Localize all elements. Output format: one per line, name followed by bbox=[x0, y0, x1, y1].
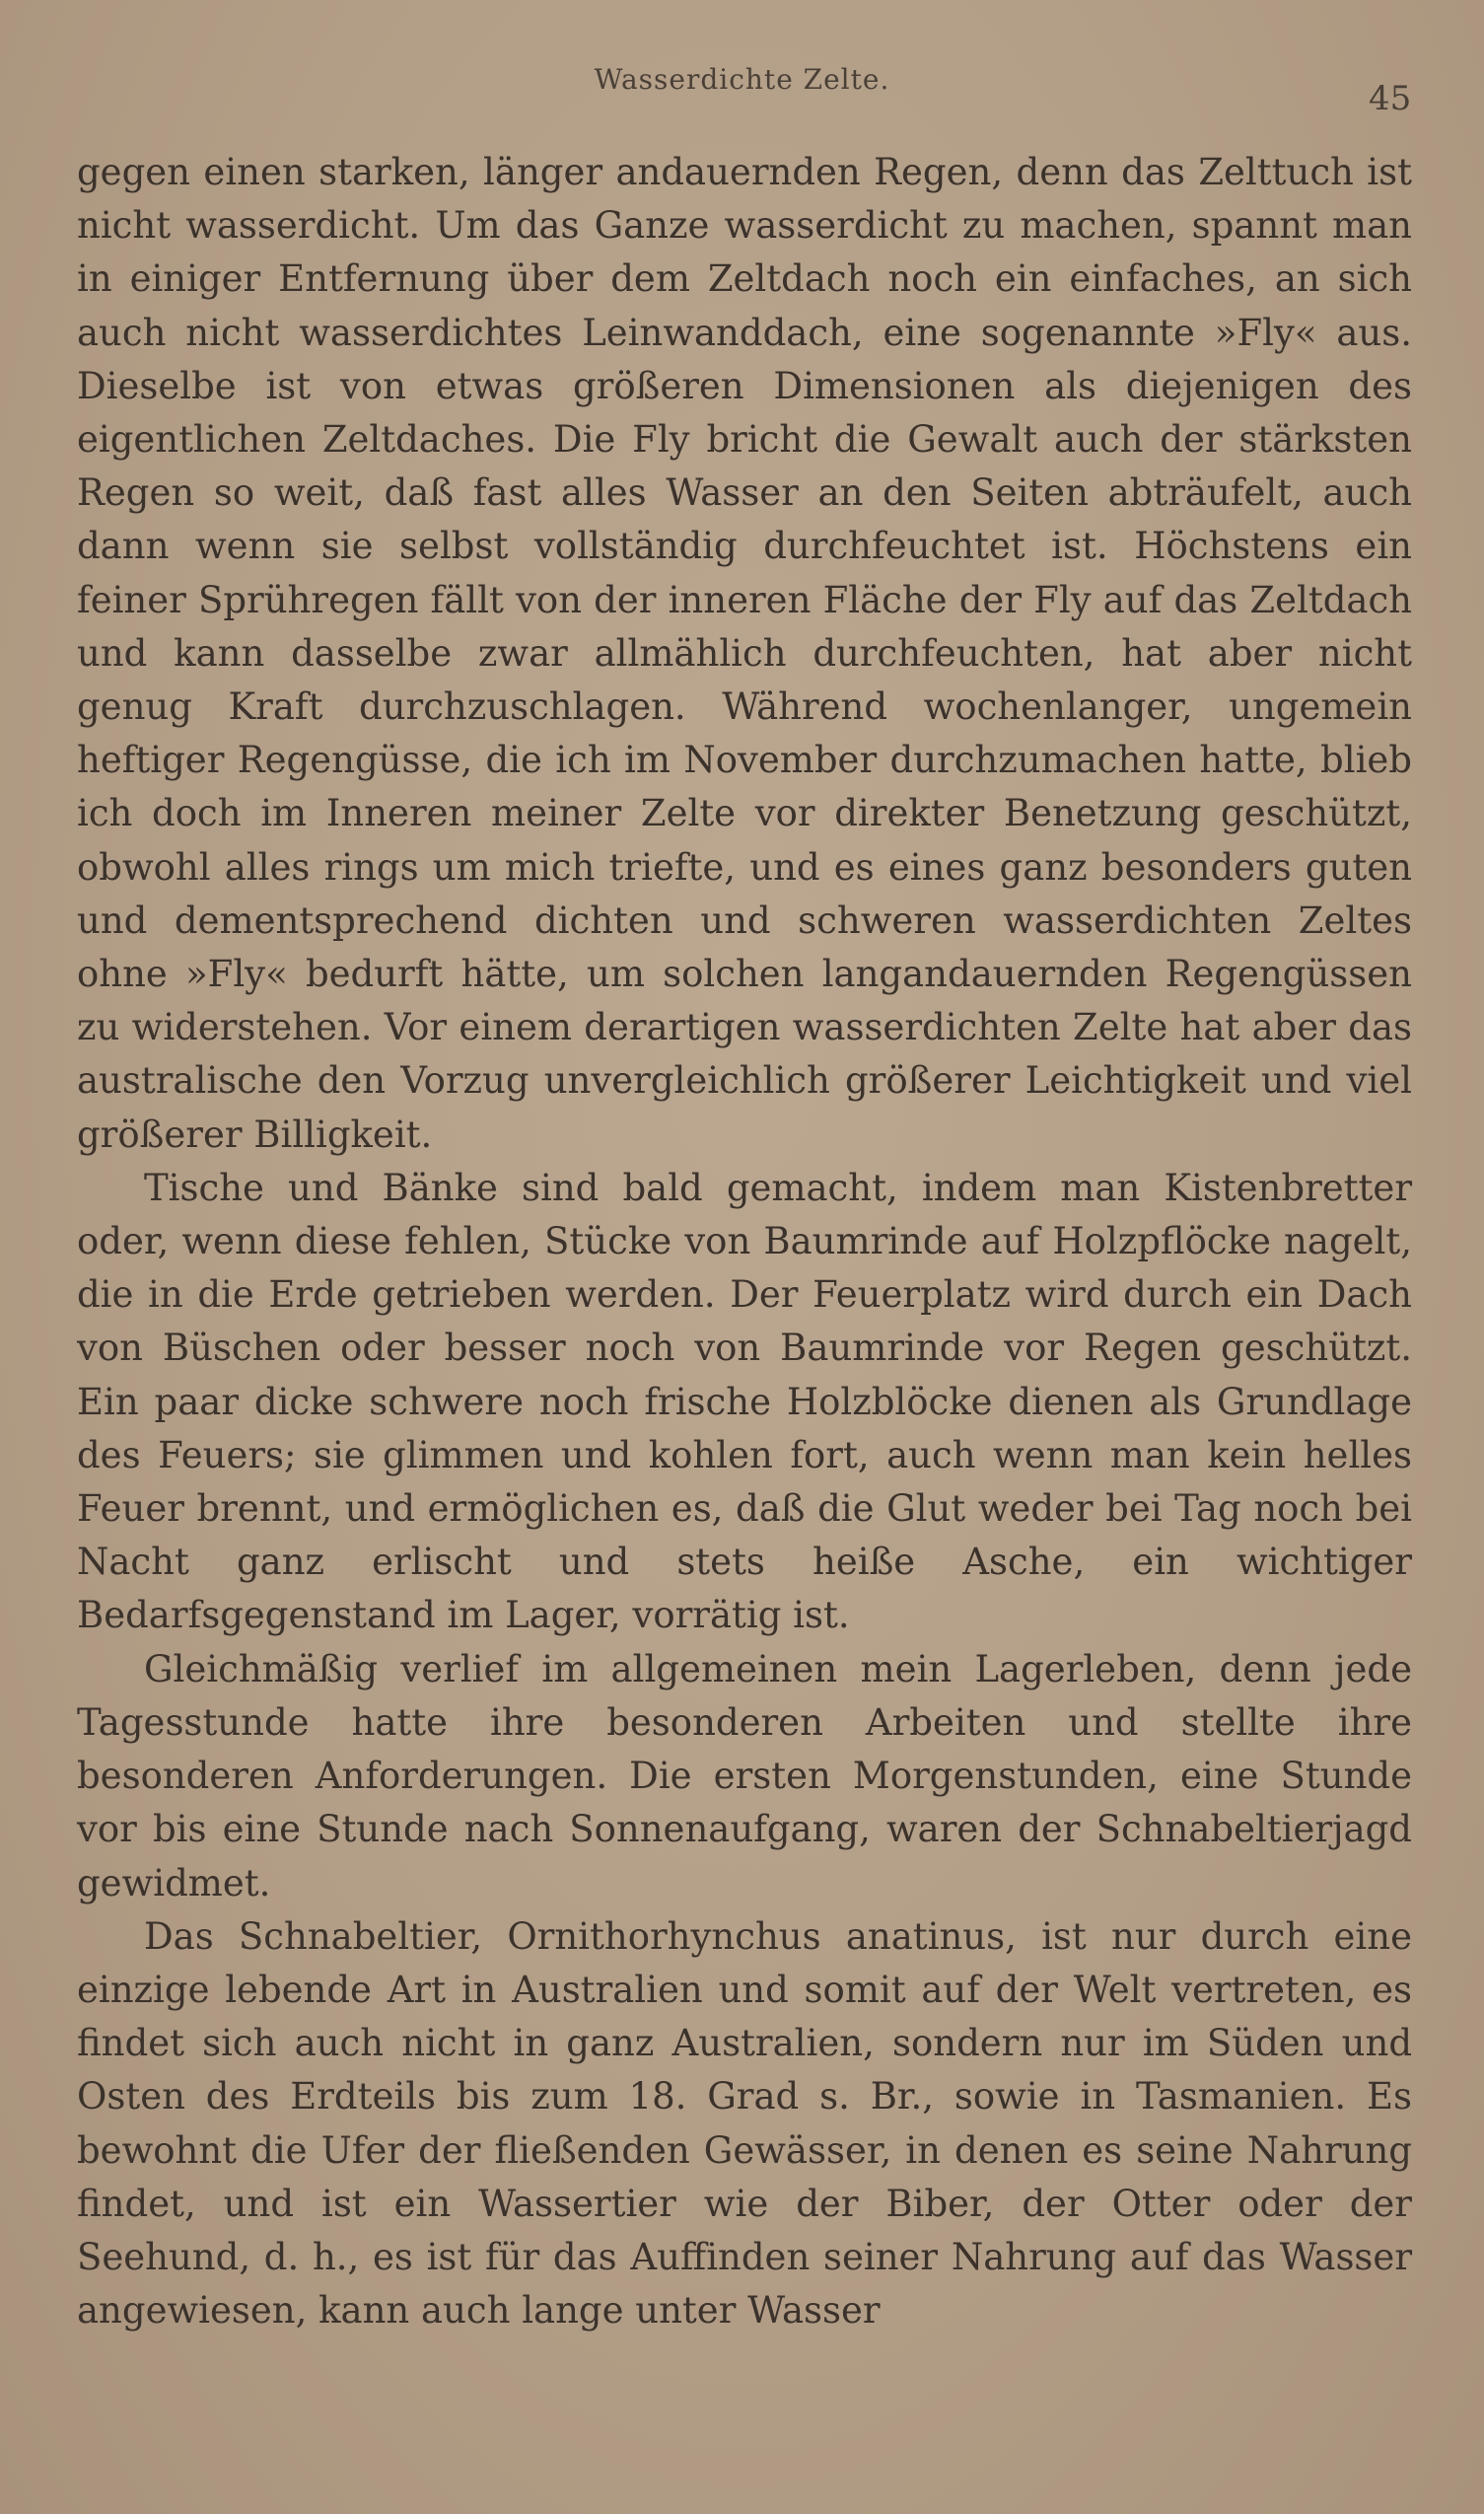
running-title: Wasserdichte Zelte. bbox=[594, 63, 890, 96]
paragraph-4: Das Schnabeltier, Ornithorhynchus anatinus, ist nur durch eine einzige lebende Art in Australien und somit auf der Welt vertreten, es findet sich auch nicht in ganz Australien, sondern nur im Süden und Osten des Erdteils bis zum 18. Grad s. Br., sowie in Tasmanien. Es bewohnt die Ufer der fließenden Gewässer, in denen es seine Nahrung findet, und ist ein Wassertier wie der Biber, der Otter oder der Seehund, d. h., es ist für das Auffinden seiner Nahrung auf das Wasser angewiesen, kann auch lange unter Wasser bbox=[77, 1914, 1412, 2333]
paragraph-3: Gleichmäßig verlief im allgemeinen mein Lagerleben, denn jede Tagesstunde hatte ihre besonderen Arbeiten und stellte ihre besonderen Anforderungen. Die ersten Morgenstunden, eine Stunde vor bis eine Stunde nach Sonnenaufgang, waren der Schnabeltierjagd gewidmet. bbox=[77, 1647, 1412, 1904]
paragraph-1: gegen einen starken, länger andauernden Regen, denn das Zelttuch ist nicht wasserdicht. Um das Ganze wasserdicht zu machen, spannt man in einiger Entfernung über dem Zeltdach noch ein einfaches, an sich auch nicht wasserdichtes Leinwanddach, eine sogenannte »Fly« aus. Dieselbe ist von etwas größeren Dimensionen als diejenigen des eigentlichen Zeltdaches. Die Fly bricht die Gewalt auch der stärksten Regen so weit, daß fast alles Wasser an den Seiten abträufelt, auch dann wenn sie selbst vollständig durchfeuchtet ist. Höchstens ein feiner Sprühregen fällt von der inneren Fläche der Fly auf das Zeltdach und kann dasselbe zwar allmählich durchfeuchten, hat aber nicht genug Kraft durchzuschlagen. Während wochenlanger, ungemein heftiger Regengüsse, die ich im November durchzumachen hatte, blieb ich doch im Inneren meiner Zelte vor direkter Benetzung geschützt, obwohl alles rings um mich triefte, und es eines ganz besonders guten und dementsprechend dichten und schweren wasserdichten Zeltes ohne »Fly« bedurft hätte, um solchen langandauernden Regengüssen zu widerstehen. Vor einem derartigen wasserdichten Zelte hat aber das australische den Vorzug unvergleichlich größerer Leichtigkeit und viel größerer Billigkeit. bbox=[77, 151, 1412, 1156]
page-number: 45 bbox=[1369, 79, 1412, 118]
paragraph-2: Tische und Bänke sind bald gemacht, indem man Kistenbretter oder, wenn diese fehlen, Stücke von Baumrinde auf Holzpflöcke nagelt, die in die Erde getrieben werden. Der Feuerplatz wird durch ein Dach von Büschen oder besser noch von Baumrinde vor Regen geschützt. Ein paar dicke schwere noch frische Holzblöcke dienen als Grundlage des Feuers; sie glimmen und kohlen fort, auch wenn man kein helles Feuer brennt, und ermöglichen es, daß die Glut weder bei Tag noch bei Nacht ganz erlischt und stets heiße Asche, ein wichtiger Bedarfsgegenstand im Lager, vorrätig ist. bbox=[77, 1166, 1412, 1637]
body-text bbox=[77, 146, 1412, 2337]
